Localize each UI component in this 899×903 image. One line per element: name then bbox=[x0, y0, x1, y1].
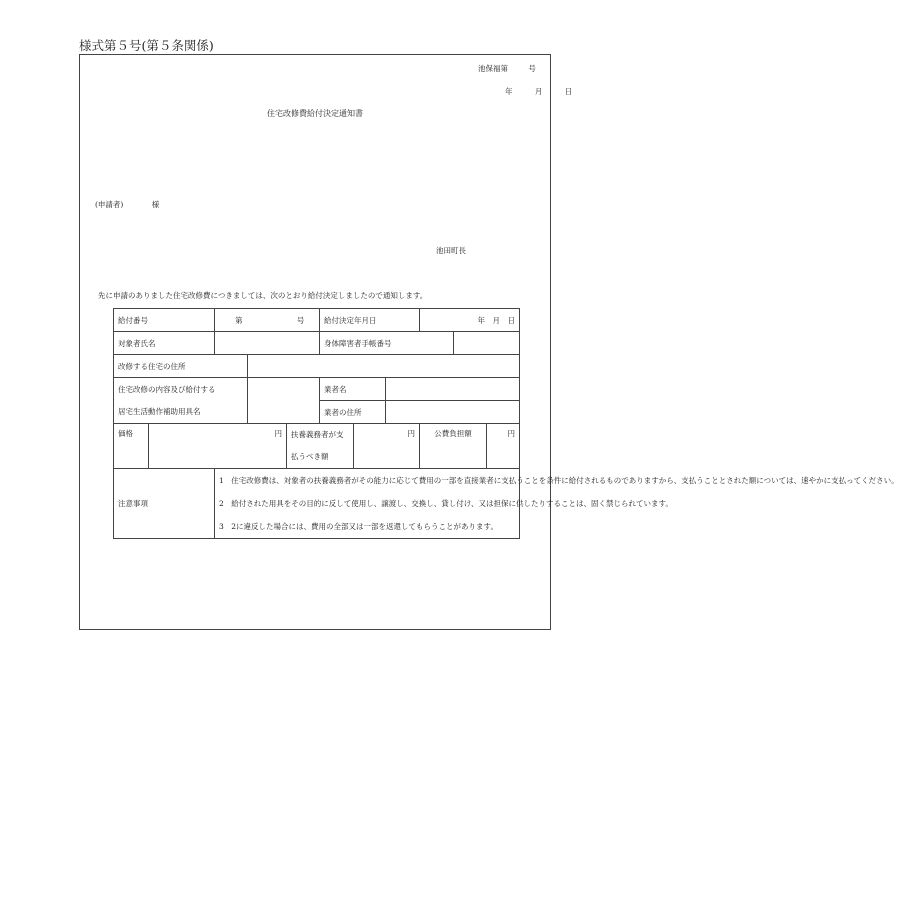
note-item-3: 3 2に違反した場合には、費用の全部又は一部を返還してもらうことがあります。 bbox=[219, 522, 498, 531]
decision-date-value: 年 月 日 bbox=[420, 309, 520, 332]
disability-number-value bbox=[454, 332, 520, 355]
document-title: 住宅改修費給付決定通知書 bbox=[267, 109, 363, 118]
document-number-prefix: 池保福第 bbox=[478, 64, 508, 73]
issuer-name: 池田町長 bbox=[436, 246, 466, 255]
issue-date-year: 年 bbox=[505, 87, 513, 96]
issue-date bbox=[491, 86, 572, 97]
applicant-label: (申請者) bbox=[95, 200, 124, 209]
contractor-name-label: 業者名 bbox=[320, 378, 386, 401]
contractor-name-value bbox=[386, 378, 520, 401]
form-number-label: 様式第５号(第５条関係) bbox=[79, 38, 214, 53]
address-label: 改修する住宅の住所 bbox=[114, 355, 248, 378]
grant-number-dai: 第 bbox=[235, 315, 243, 325]
document-number-suffix: 号 bbox=[528, 64, 536, 73]
contractor-address-label: 業者の住所 bbox=[320, 401, 386, 424]
notes-body bbox=[215, 469, 899, 539]
public-burden-yen: 円 bbox=[487, 424, 520, 469]
subject-name-value bbox=[215, 332, 320, 355]
disability-number-label: 身体障害者手帳番号 bbox=[320, 332, 454, 355]
support-amount-yen: 円 bbox=[354, 424, 420, 469]
improvement-content-label-line2: 居宅生活動作補助用具名 bbox=[118, 406, 201, 416]
grant-number-go: 号 bbox=[296, 315, 305, 325]
document-number bbox=[478, 63, 536, 74]
support-amount-label-line1: 扶養義務者が支 bbox=[291, 430, 344, 439]
applicant-honorific: 様 bbox=[151, 200, 160, 209]
support-amount-label bbox=[287, 424, 354, 469]
address-value bbox=[248, 355, 520, 378]
improvement-content-label bbox=[114, 378, 248, 424]
decision-date-label: 給付決定年月日 bbox=[320, 309, 420, 332]
table-row bbox=[114, 424, 520, 469]
document-frame bbox=[79, 54, 899, 630]
price-label: 価格 bbox=[114, 424, 149, 469]
issue-date-day: 日 bbox=[564, 87, 573, 96]
subject-name-label: 対象者氏名 bbox=[114, 332, 215, 355]
grant-number-label: 給付番号 bbox=[114, 309, 215, 332]
improvement-content-label-line1: 住宅改修の内容及び給付する bbox=[118, 384, 216, 394]
applicant-line bbox=[95, 199, 159, 210]
grant-number-cell bbox=[215, 309, 320, 332]
intro-text: 先に申請のありました住宅改修費につきましては、次のとおり給付決定しましたので通知します。 bbox=[98, 291, 428, 300]
price-yen: 円 bbox=[149, 424, 287, 469]
note-item-1: 1 住宅改修費は、対象者の扶養義務者がその能力に応じて費用の一部を直接業者に支払うことを条件に給付されるものでありますから、支払うこととされた額については、速やかに支払ってください。 bbox=[219, 476, 899, 485]
table-row bbox=[114, 309, 520, 332]
notes-label: 注意事項 bbox=[114, 469, 215, 539]
table-row bbox=[114, 332, 520, 355]
issue-date-month: 月 bbox=[534, 87, 543, 96]
support-amount-label-line2: 払うべき額 bbox=[291, 452, 329, 461]
table-row bbox=[114, 378, 520, 401]
public-burden-label: 公費負担額 bbox=[420, 424, 487, 469]
decision-table bbox=[113, 308, 899, 539]
contractor-address-value bbox=[386, 401, 520, 424]
table-row bbox=[114, 469, 520, 539]
note-item-2: 2 給付された用具をその目的に反して使用し、譲渡し、交換し、貸し付け、又は担保に供したりすることは、固く禁じられています。 bbox=[219, 499, 673, 508]
improvement-content-value bbox=[248, 378, 320, 424]
table-row bbox=[114, 355, 520, 378]
